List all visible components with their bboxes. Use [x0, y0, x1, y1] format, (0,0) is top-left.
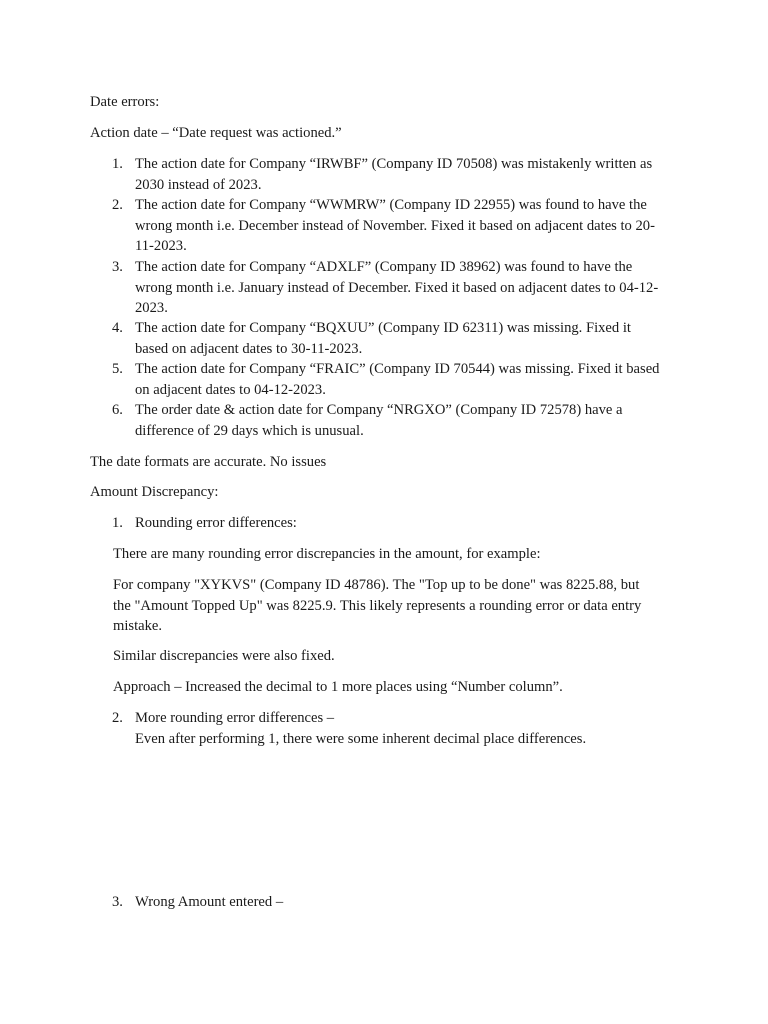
date-errors-heading: Date errors: [90, 94, 160, 110]
date-formats-note: The date formats are accurate. No issues [90, 454, 327, 470]
action-date-definition: Action date – “Date request was actioned.” [90, 125, 342, 141]
approach-note: Approach – Increased the decimal to 1 more places using “Number column”. [113, 679, 563, 695]
document-page: Date errors: Action date – “Date request was actioned.” 1. The action date for Company “IRWBF” (Company ID 70508) was mistakenly written as 2030 instead of 2023. 2. The action date for Company “WWMRW” (Company ID 22955) was found to have the wrong month i.e. December instead of November. Fixed it based on adjacent dates to 20- 11-2023. 3. The action date for Company “ADXLF” (Company ID 38962) was found to have the wrong month i.e. January instead of December. Fixed it based on adjacent dates to 04-12- 2023. 4. The action date for Company “BQXUU” (Company ID 62311) was missing. Fixed it based on adjacent dates to 30-11-2023. 5. The action date for Company “FRAIC” (Company ID 70544) was missing. Fixed it based on adjacent dates to 04-12-2023. 6. The order date & action date for Company “NRGXO” (Company ID 72578) have a difference of 29 days which is unusual. The date formats are accurate. No issues Amount Discrepancy: 1. Rounding error differences: There are many rounding error discrepancies in the amount, for example: For company "XYKVS" (Company ID 48786). The "Top up to be done" was 8225.88, but the "Amount Topped Up" was 8225.9. This likely represents a rounding error or data entry mistake. Similar discrepancies were also fixed. Approach – Increased the decimal to 1 more places using “Number column”. 2. More rounding error differences – Even after performing 1, there were some inherent decimal place differences. 3. Wrong Amount entered – [0, 0, 768, 1024]
similar-fixed-note: Similar discrepancies were also fixed. [113, 648, 335, 664]
rounding-example: For company "XYKVS" (Company ID 48786). The "Top up to be done" was 8225.88, but the "Amount Topped Up" was 8225.9. This likely represents a rounding error or data entry mistake. [113, 577, 642, 634]
rounding-intro: There are many rounding error discrepancies in the amount, for example: [113, 546, 541, 562]
amount-discrepancy-heading: Amount Discrepancy: [90, 484, 219, 500]
